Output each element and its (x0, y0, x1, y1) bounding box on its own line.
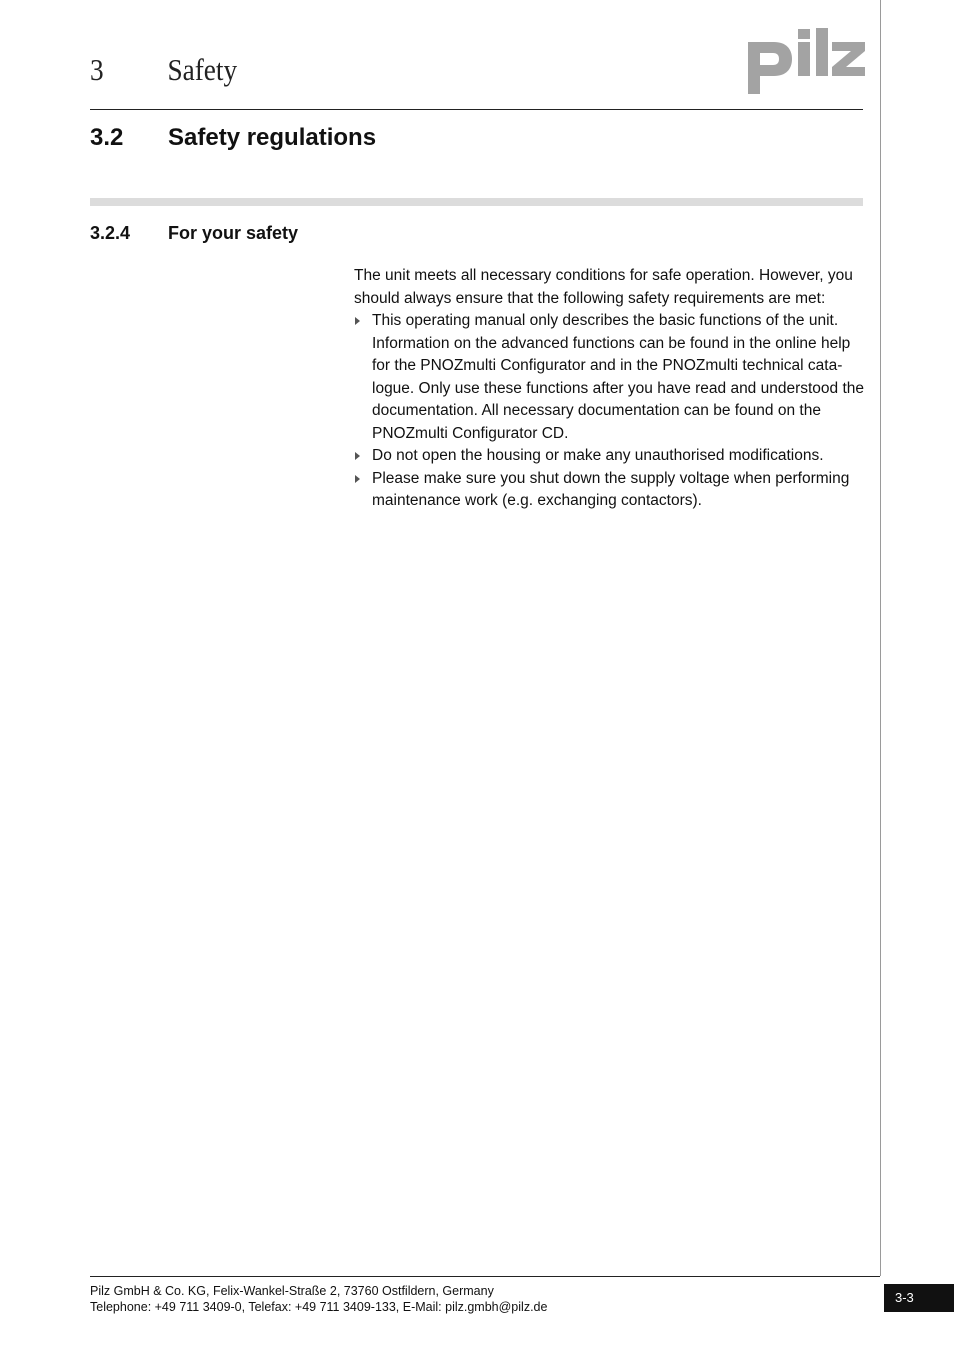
footer-rule (90, 1276, 880, 1277)
chapter-title: Safety (167, 52, 238, 87)
logo-z (832, 42, 865, 76)
bullet-arrow-icon (355, 475, 360, 483)
list-item-text: Please make sure you shut down the supply voltage when performing maintenance work (e.g. exchanging contactors). (372, 469, 850, 509)
intro-paragraph: The unit meets all necessary conditions for safe operation. However, you should always ensure that the following safety requirements are met: (354, 267, 853, 307)
page-number: 3-3 (884, 1284, 954, 1312)
list-item (354, 468, 866, 513)
body-text (354, 265, 866, 513)
list-item-text: Do not open the housing or make any unauthorised modifications. (372, 447, 824, 464)
pilz-logo (748, 26, 866, 96)
section-divider-bar (90, 198, 863, 206)
list-item (354, 445, 866, 468)
chapter-heading (90, 52, 237, 88)
section-number: 3.2 (90, 124, 124, 151)
bullet-arrow-icon (355, 452, 360, 460)
chapter-number: 3 (90, 52, 104, 87)
page-margin-line (880, 0, 881, 1276)
subsection-number: 3.2.4 (90, 223, 131, 243)
bullet-arrow-icon (355, 317, 360, 325)
section-heading (90, 124, 376, 152)
subsection-title: For your safety (168, 223, 299, 243)
logo-i-dot (798, 29, 810, 39)
list-item (354, 310, 866, 445)
section-title: Safety regulations (168, 124, 377, 151)
safety-requirements-list (354, 310, 866, 513)
logo-p-stem (748, 42, 760, 94)
logo-i-stem (798, 42, 810, 76)
footer-address (90, 1283, 547, 1315)
logo-l-stem (816, 28, 828, 76)
list-item-text: This operating manual only describes the basic functions of the unit. Information on the advanced functions can be found in the online help for the PNOZmulti Configurator and in the PNOZmulti technical cata-logue. Only use these functions after you have read and understood the documentation. All necessary documentation can be found on the PNOZmulti Configurator CD. (372, 312, 865, 442)
logo-p-bowl (760, 42, 792, 76)
subsection-heading (90, 223, 298, 244)
footer-line-2: Telephone: +49 711 3409-0, Telefax: +49 711 3409-133, E-Mail: pilz.gmbh@pilz.de (90, 1300, 548, 1314)
footer-line-1: Pilz GmbH & Co. KG, Felix-Wankel-Straße 2, 73760 Ostfildern, Germany (90, 1284, 494, 1298)
header-rule (90, 109, 863, 110)
